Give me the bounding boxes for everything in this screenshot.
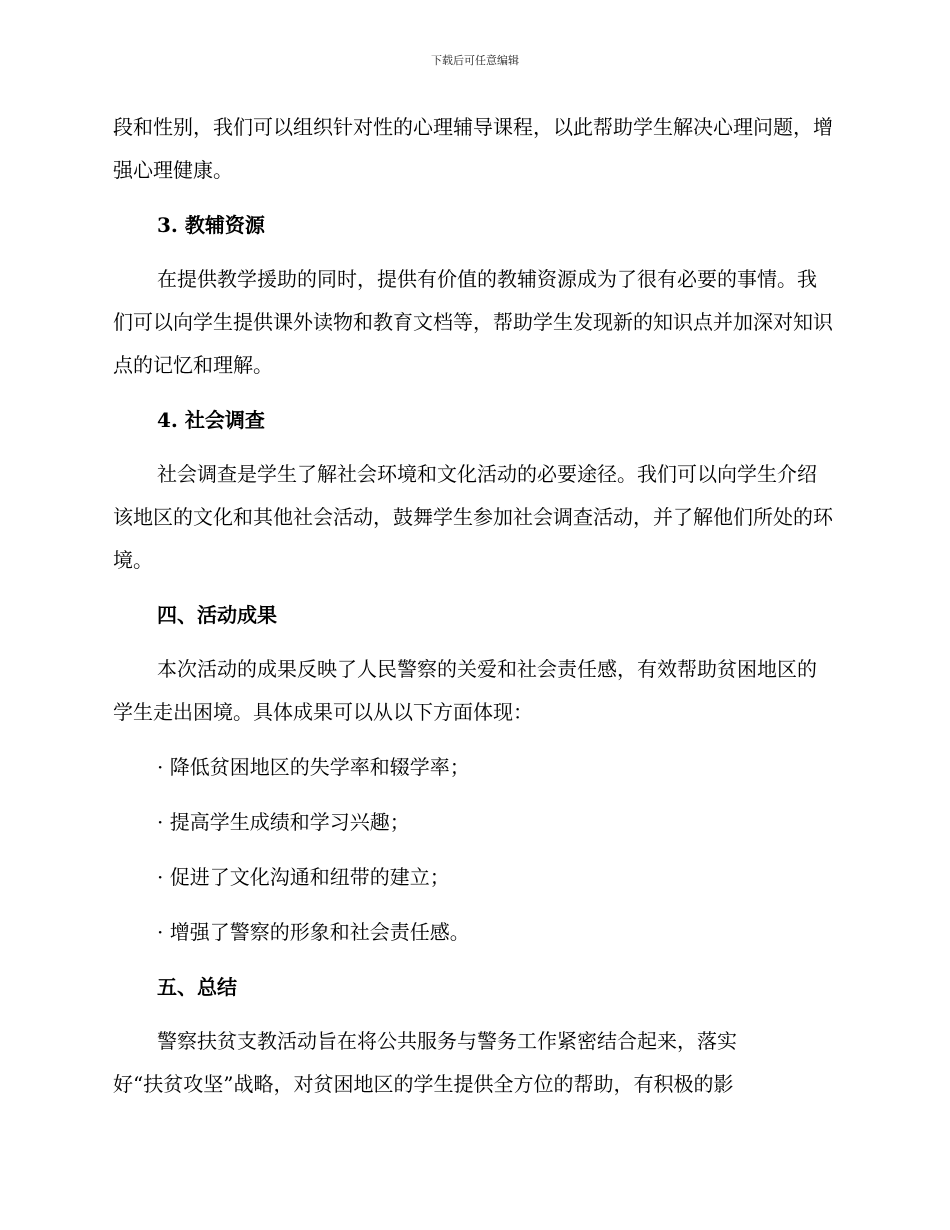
results-bullet-1: · 降低贫困地区的失学率和辍学率； [157,755,470,779]
section-3-paragraph: 在提供教学援助的同时，提供有价值的教辅资源成为了很有必要的事情。我们可以向学生提供课外读物和教育文档等，帮助学生发现新的知识点并加深对知识点的记忆和理解。 [113,267,833,377]
page-header: 下载后可任意编辑 [431,54,519,67]
document-body [113,106,833,1106]
section-4-heading: 4. 社会调查 [157,408,265,432]
intro-paragraph: 段和性别，我们可以组织针对性的心理辅导课程，以此帮助学生解决心理问题，增强心理健康。 [113,115,833,182]
results-paragraph: 本次活动的成果反映了人民警察的关爱和社会责任感，有效帮助贫困地区的学生走出困境。具体成果可以从以下方面体现： [113,657,817,724]
section-4-paragraph: 社会调查是学生了解社会环境和文化活动的必要途径。我们可以向学生介绍该地区的文化和其他社会活动，鼓舞学生参加社会调查活动，并了解他们所处的环境。 [113,462,833,572]
results-bullet-3: · 促进了文化沟通和纽带的建立； [157,865,450,889]
summary-line-1: 警察扶贫支教活动旨在将公共服务与警务工作紧密结合起来，落实 [157,1029,737,1053]
results-bullet-2: · 提高学生成绩和学习兴趣； [157,810,410,834]
results-heading: 四、活动成果 [157,603,277,627]
section-3-heading: 3. 教辅资源 [157,213,265,237]
summary-heading: 五、总结 [157,975,237,999]
summary-line-2: 好“扶贫攻坚”战略，对贫困地区的学生提供全方位的帮助，有积极的影 [113,1072,734,1096]
results-bullet-4: · 增强了警察的形象和社会责任感。 [157,920,470,944]
